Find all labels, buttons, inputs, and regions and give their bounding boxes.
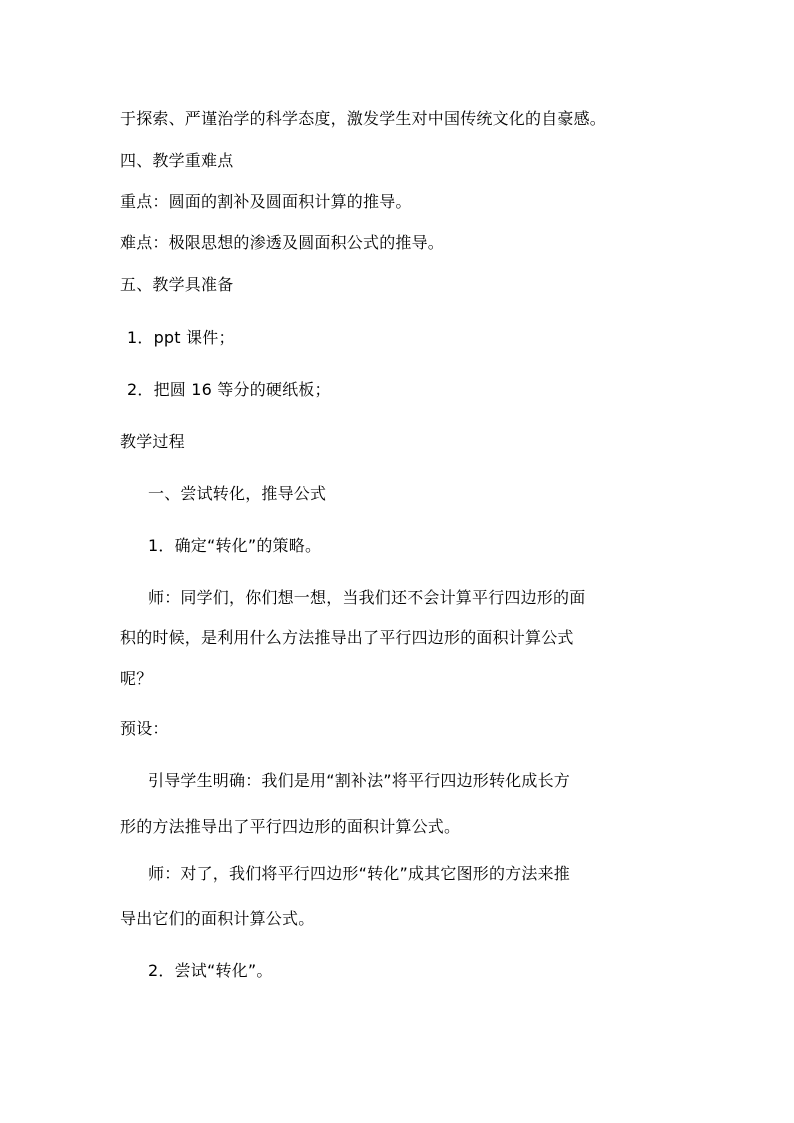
materials-item-1: 1．ppt 课件； <box>127 328 235 347</box>
materials-item-2: 2．把圆 16 等分的硬纸板； <box>127 380 331 399</box>
preset-label: 预设： <box>120 719 169 738</box>
difficult-point-line: 难点：极限思想的渗透及圆面积公式的推导。 <box>120 233 445 252</box>
paragraph-line: 呢？ <box>120 669 153 688</box>
paragraph-line: 于探索、严谨治学的科学态度，激发学生对中国传统文化的自豪感。 <box>120 109 607 128</box>
section-heading-process: 教学过程 <box>120 432 185 451</box>
key-point-line: 重点：圆面的割补及圆面积计算的推导。 <box>120 192 412 211</box>
paragraph-line: 引导学生明确：我们是用“割补法”将平行四边形转化成长方 <box>148 771 570 790</box>
paragraph-line: 积的时候，是利用什么方法推导出了平行四边形的面积计算公式 <box>120 628 574 647</box>
paragraph-line: 导出它们的面积计算公式。 <box>120 909 315 928</box>
section-heading-materials: 五、教学具准备 <box>120 275 234 294</box>
paragraph-line: 师：同学们，你们想一想，当我们还不会计算平行四边形的面 <box>148 588 586 607</box>
step-heading-2: 2．尝试“转化”。 <box>148 961 273 980</box>
subsection-heading-1: 一、尝试转化，推导公式 <box>148 484 327 503</box>
step-heading-1: 1．确定“转化”的策略。 <box>148 536 322 555</box>
paragraph-line: 形的方法推导出了平行四边形的面积计算公式。 <box>120 817 461 836</box>
paragraph-line: 师：对了，我们将平行四边形“转化”成其它图形的方法来推 <box>148 864 570 883</box>
section-heading-key-points: 四、教学重难点 <box>120 151 234 170</box>
